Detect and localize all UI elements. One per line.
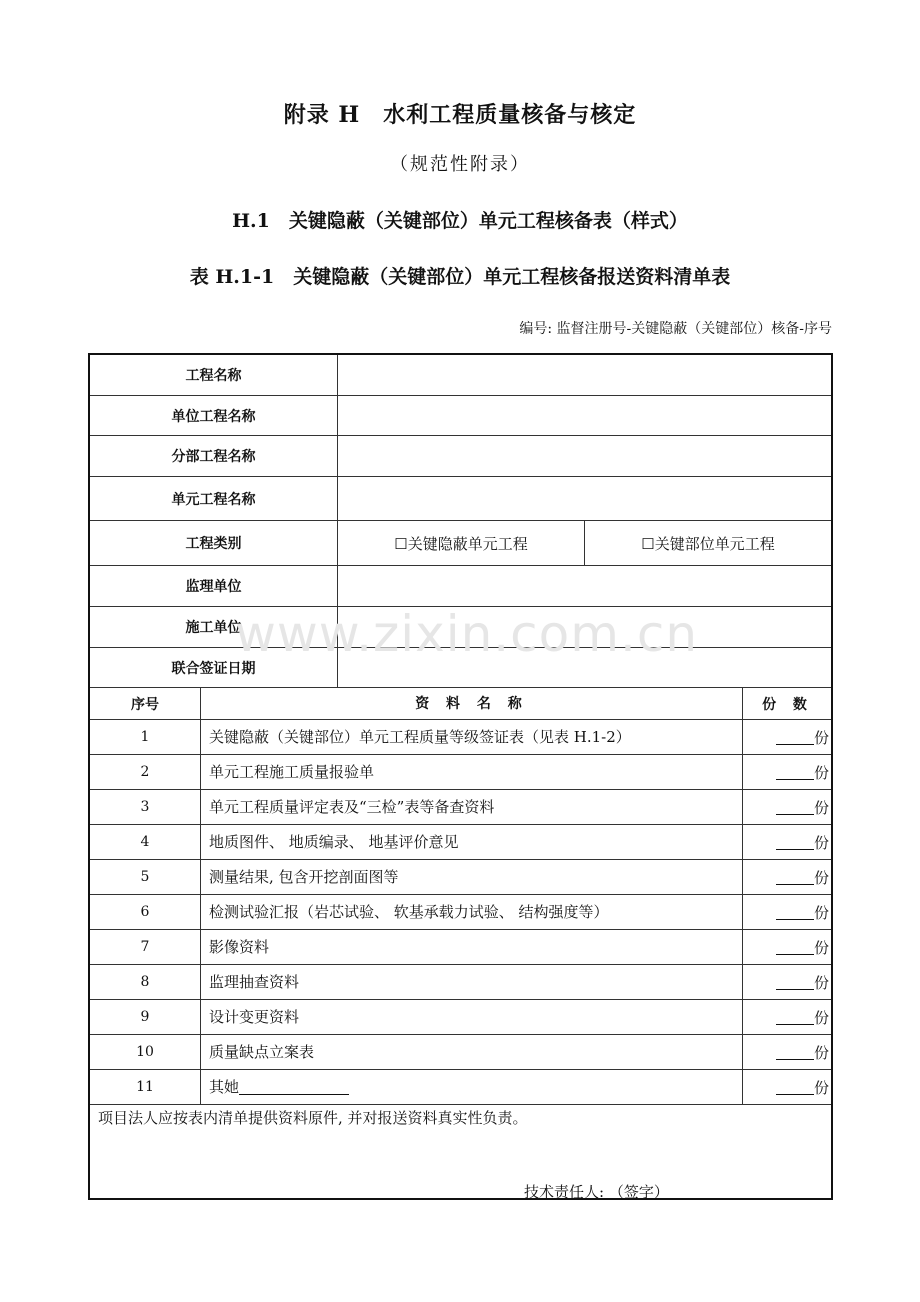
row-element-project <box>90 477 831 521</box>
section-title: H.1 关键隐蔽（关键部位）单元工程核备表（样式） <box>232 210 688 232</box>
table-row <box>90 720 831 755</box>
count-blank[interactable] <box>776 765 814 780</box>
count-blank[interactable] <box>776 1010 814 1025</box>
label-division-project: 分部工程名称 <box>90 436 338 476</box>
row-supervisor <box>90 566 831 607</box>
item-count <box>744 1000 831 1034</box>
label-constructor: 施工单位 <box>90 607 338 647</box>
table-row <box>90 1070 831 1105</box>
table-row <box>90 965 831 1000</box>
table-row <box>90 790 831 825</box>
count-unit: 份 <box>813 763 829 782</box>
item-name-text: 关键隐蔽（关键部位）单元工程质量等级签证表（见表 H.1-2） <box>209 728 631 746</box>
label-supervisor: 监理单位 <box>90 566 338 606</box>
label-element-project: 单元工程名称 <box>90 477 338 520</box>
list-header-row <box>90 688 831 720</box>
count-unit: 份 <box>813 903 829 922</box>
label-sign-date: 联合签证日期 <box>90 648 338 687</box>
label-project-name: 工程名称 <box>90 355 338 395</box>
item-no: 5 <box>90 860 201 894</box>
appendix-title: 附录 H 水利工程质量核备与核定 <box>283 102 637 128</box>
table-row <box>90 1000 831 1035</box>
header-no: 序号 <box>90 688 201 719</box>
count-unit: 份 <box>813 728 829 747</box>
item-name-text: 监理抽查资料 <box>209 973 300 991</box>
field-unit-project[interactable] <box>338 396 831 435</box>
item-name-text: 影像资料 <box>209 938 270 956</box>
item-no: 2 <box>90 755 201 789</box>
count-unit: 份 <box>813 798 829 817</box>
item-name-text: 地质图件、 地质编录、 地基评价意见 <box>209 833 459 851</box>
count-unit: 份 <box>813 1078 829 1097</box>
category-option-hidden[interactable]: ☐关键隐蔽单元工程 <box>338 521 585 565</box>
item-no: 9 <box>90 1000 201 1034</box>
filing-form-table <box>88 353 833 1200</box>
item-no: 3 <box>90 790 201 824</box>
item-no: 8 <box>90 965 201 999</box>
item-count <box>744 790 831 824</box>
count-unit: 份 <box>813 1043 829 1062</box>
count-blank[interactable] <box>776 975 814 990</box>
table-row <box>90 860 831 895</box>
other-blank[interactable] <box>239 1080 349 1095</box>
count-blank[interactable] <box>776 870 814 885</box>
count-blank[interactable] <box>776 1045 814 1060</box>
item-name <box>201 1070 743 1104</box>
item-no: 4 <box>90 825 201 859</box>
item-name-text: 检测试验汇报（岩芯试验、 软基承载力试验、 结构强度等） <box>209 903 609 921</box>
field-division-project[interactable] <box>338 436 831 476</box>
item-name-text: 设计变更资料 <box>209 1008 300 1026</box>
count-blank[interactable] <box>776 1080 814 1095</box>
item-count <box>744 720 831 754</box>
item-name <box>201 1000 743 1034</box>
item-name <box>201 755 743 789</box>
item-no: 10 <box>90 1035 201 1069</box>
field-supervisor[interactable] <box>338 566 831 606</box>
header-count: 份 数 <box>762 696 813 713</box>
watermark: www.zixin.com.cn <box>235 605 699 663</box>
item-name-text: 质量缺点立案表 <box>209 1043 315 1061</box>
count-unit: 份 <box>813 1008 829 1027</box>
count-unit: 份 <box>813 973 829 992</box>
item-name-text: 单元工程质量评定表及“三检”表等备查资料 <box>209 798 495 816</box>
row-category <box>90 521 831 566</box>
label-unit-project: 单位工程名称 <box>90 396 338 435</box>
count-unit: 份 <box>813 938 829 957</box>
item-name <box>201 1035 743 1069</box>
field-project-name[interactable] <box>338 355 831 395</box>
signature-line: 技术责任人: （签字） <box>524 1183 669 1201</box>
item-name <box>201 965 743 999</box>
item-count <box>744 930 831 964</box>
item-count <box>744 860 831 894</box>
item-name-text: 其她 <box>209 1078 240 1096</box>
item-count <box>744 1035 831 1069</box>
item-count <box>744 965 831 999</box>
row-division-project <box>90 436 831 477</box>
row-unit-project <box>90 396 831 436</box>
item-count <box>744 755 831 789</box>
item-no: 7 <box>90 930 201 964</box>
item-name-text: 单元工程施工质量报验单 <box>209 763 375 781</box>
item-name <box>201 895 743 929</box>
item-count <box>744 825 831 859</box>
item-name <box>201 860 743 894</box>
count-blank[interactable] <box>776 905 814 920</box>
header-name: 资 料 名 称 <box>201 688 743 719</box>
category-option-key-part[interactable]: ☐关键部位单元工程 <box>641 534 775 553</box>
item-name-text: 测量结果, 包含开挖剖面图等 <box>209 868 399 886</box>
item-name <box>201 790 743 824</box>
appendix-subtitle: （规范性附录） <box>390 154 530 175</box>
footer-note: 项目法人应按表内清单提供资料原件, 并对报送资料真实性负责。 <box>98 1109 528 1127</box>
table-row <box>90 930 831 965</box>
count-blank[interactable] <box>776 835 814 850</box>
count-unit: 份 <box>813 868 829 887</box>
item-no: 6 <box>90 895 201 929</box>
count-unit: 份 <box>813 833 829 852</box>
item-name <box>201 930 743 964</box>
table-row <box>90 755 831 790</box>
item-name <box>201 720 743 754</box>
item-no: 1 <box>90 720 201 754</box>
field-element-project[interactable] <box>338 477 831 520</box>
count-blank[interactable] <box>776 940 814 955</box>
label-category: 工程类别 <box>90 521 338 565</box>
table-title: 表 H.1-1 关键隐蔽（关键部位）单元工程核备报送资料清单表 <box>189 266 731 288</box>
table-row <box>90 895 831 930</box>
document-code: 编号: 监督注册号-关键隐蔽（关键部位）核备-序号 <box>519 321 832 337</box>
table-row <box>90 825 831 860</box>
table-row <box>90 1035 831 1070</box>
count-blank[interactable] <box>776 730 814 745</box>
count-blank[interactable] <box>776 800 814 815</box>
item-count <box>744 1070 831 1104</box>
row-project-name <box>90 355 831 396</box>
item-count <box>744 895 831 929</box>
item-name <box>201 825 743 859</box>
item-no: 11 <box>90 1070 201 1104</box>
